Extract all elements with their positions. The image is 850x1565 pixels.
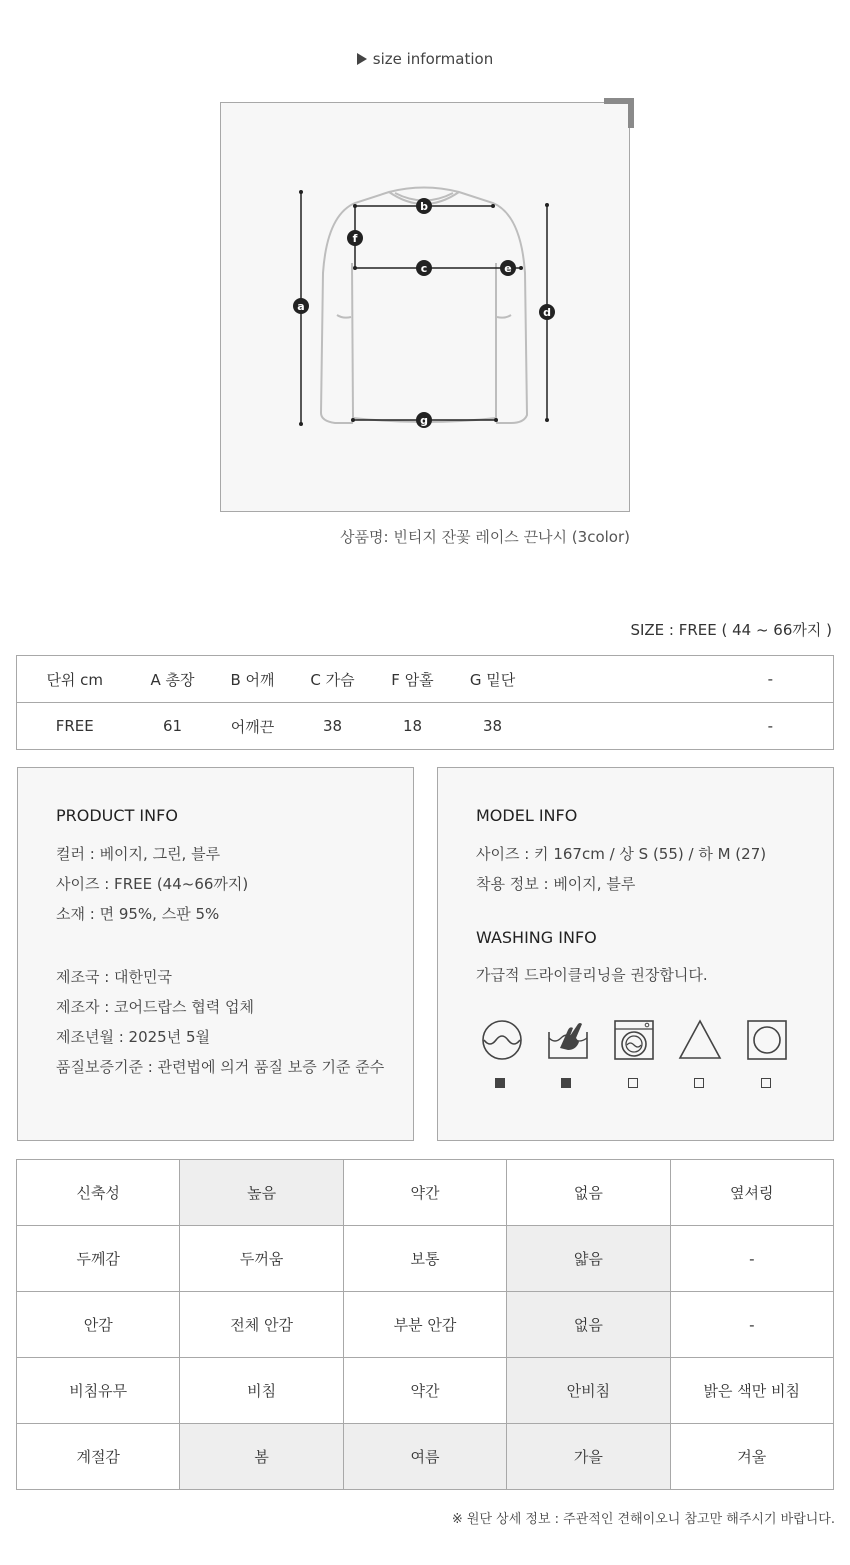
garment-outline: [321, 188, 527, 424]
fabric-option-cell: 가을: [507, 1424, 670, 1490]
size-cell: 38: [453, 703, 533, 750]
fabric-option-cell: 비침: [180, 1358, 343, 1424]
fabric-footnote: ※ 원단 상세 정보 : 주관적인 견해이오니 참고만 해주시기 바랍니다.: [451, 1512, 835, 1527]
marker-g: [416, 412, 432, 428]
size-cell: -: [533, 703, 834, 750]
marker-b: [416, 198, 432, 214]
size-header-cell: B 어깨: [213, 656, 293, 703]
svg-text:e: e: [504, 262, 512, 275]
hand-wash-tub-icon: [480, 1018, 524, 1062]
garment-diagram: [220, 102, 630, 512]
size-cell: 18: [373, 703, 453, 750]
fabric-row-label: 비침유무: [17, 1358, 180, 1424]
fabric-option-cell: 없음: [507, 1292, 670, 1358]
fabric-row-label: 두께감: [17, 1226, 180, 1292]
size-header-cell: G 밑단: [453, 656, 533, 703]
marker-e: [500, 260, 516, 276]
measurement-endpoints: [299, 190, 549, 426]
fabric-option-cell: 보통: [343, 1226, 506, 1292]
fabric-option-cell: 약간: [343, 1160, 506, 1226]
wash-checkbox: [561, 1078, 571, 1088]
model-info-heading: MODEL INFO: [476, 806, 578, 825]
svg-text:g: g: [420, 414, 428, 427]
product-info-line: 제조국 : 대한민국: [56, 968, 173, 986]
product-info-line: 제조년월 : 2025년 5월: [56, 1028, 211, 1046]
section-title: [0, 50, 850, 68]
fabric-option-cell: 높음: [180, 1160, 343, 1226]
model-info-line: 착용 정보 : 베이지, 블루: [476, 875, 636, 893]
size-table-row: [17, 703, 834, 750]
model-info-line: 사이즈 : 키 167cm / 상 S (55) / 하 M (27): [476, 845, 767, 863]
size-header-cell: C 가슴: [293, 656, 373, 703]
washing-info-text: 가급적 드라이클리닝을 권장합니다.: [476, 966, 708, 984]
size-header-cell: A 총장: [133, 656, 213, 703]
fabric-option-cell: -: [670, 1226, 833, 1292]
fabric-option-cell: 얇음: [507, 1226, 670, 1292]
svg-text:c: c: [420, 262, 428, 275]
product-info-heading: PRODUCT INFO: [56, 806, 178, 825]
machine-wash-icon: [612, 1018, 656, 1062]
size-header-cell: F 암홀: [373, 656, 453, 703]
fabric-row-stretch: [17, 1160, 834, 1226]
marker-d: [539, 304, 555, 320]
size-note: SIZE : FREE ( 44 ~ 66까지 ): [630, 621, 832, 639]
tumble-dry-icon: [745, 1018, 789, 1062]
product-info-line: 사이즈 : FREE (44~66까지): [56, 875, 249, 893]
fabric-row-thickness: [17, 1226, 834, 1292]
product-name: 상품명: 빈티지 잔꽃 레이스 끈나시 (3color): [340, 528, 630, 546]
size-cell: FREE: [17, 703, 133, 750]
fabric-row-sheerness: [17, 1358, 834, 1424]
triangle-bullet-icon: [357, 53, 367, 65]
fabric-option-cell: 없음: [507, 1160, 670, 1226]
fabric-info-table: [16, 1159, 834, 1490]
wash-checkbox: [694, 1078, 704, 1088]
wash-checkbox: [761, 1078, 771, 1088]
svg-text:a: a: [297, 300, 305, 313]
svg-text:b: b: [420, 200, 428, 213]
wash-checkbox: [495, 1078, 505, 1088]
svg-text:f: f: [352, 232, 358, 245]
marker-f: [347, 230, 363, 246]
model-info-panel: [437, 767, 834, 1141]
marker-a: [293, 298, 309, 314]
svg-text:d: d: [543, 306, 551, 319]
size-cell: 어깨끈: [213, 703, 293, 750]
size-cell: 38: [293, 703, 373, 750]
product-info-line: 소재 : 면 95%, 스판 5%: [56, 905, 220, 923]
fabric-option-cell: 두꺼움: [180, 1226, 343, 1292]
bleach-triangle-icon: [678, 1018, 722, 1062]
garment-diagram-svg: [221, 103, 631, 513]
corner-accent: [604, 98, 634, 128]
fabric-option-cell: 봄: [180, 1424, 343, 1490]
measurement-lines: [301, 192, 547, 424]
product-info-line: 품질보증기준 : 관련법에 의거 품질 보증 기준 준수: [56, 1058, 385, 1076]
fabric-option-cell: 부분 안감: [343, 1292, 506, 1358]
fabric-option-cell: 전체 안감: [180, 1292, 343, 1358]
size-table-header-row: [17, 656, 834, 703]
fabric-row-lining: [17, 1292, 834, 1358]
product-info-line: 제조자 : 코어드랍스 협력 업체: [56, 998, 255, 1016]
size-table: [16, 655, 834, 750]
fabric-row-label: 계절감: [17, 1424, 180, 1490]
fabric-option-cell: 겨울: [670, 1424, 833, 1490]
fabric-option-cell: 안비침: [507, 1358, 670, 1424]
size-header-cell: -: [533, 656, 834, 703]
hand-wash-icon: [546, 1018, 590, 1062]
size-header-cell: 단위 cm: [17, 656, 133, 703]
wash-checkbox: [628, 1078, 638, 1088]
product-info-line: 컬러 : 베이지, 그린, 블루: [56, 845, 221, 863]
fabric-option-cell: 약간: [343, 1358, 506, 1424]
fabric-row-label: 신축성: [17, 1160, 180, 1226]
fabric-option-cell: 여름: [343, 1424, 506, 1490]
product-info-panel: [17, 767, 414, 1141]
fabric-row-season: [17, 1424, 834, 1490]
fabric-option-cell: 옆셔링: [670, 1160, 833, 1226]
size-cell: 61: [133, 703, 213, 750]
fabric-row-label: 안감: [17, 1292, 180, 1358]
marker-c: [416, 260, 432, 276]
fabric-option-cell: -: [670, 1292, 833, 1358]
washing-info-heading: WASHING INFO: [476, 928, 597, 947]
fabric-option-cell: 밝은 색만 비침: [670, 1358, 833, 1424]
section-title-text: size information: [372, 50, 494, 68]
